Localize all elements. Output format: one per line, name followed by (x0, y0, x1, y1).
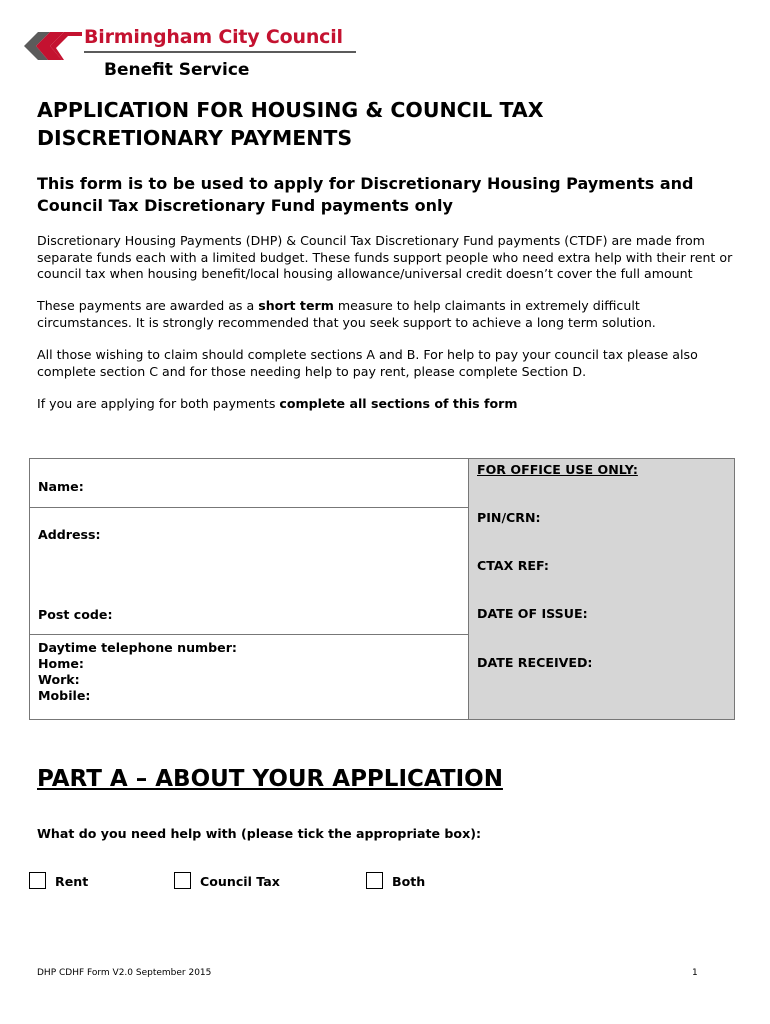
ctax-ref-label: CTAX REF: (477, 558, 549, 573)
office-use-heading: FOR OFFICE USE ONLY: (477, 462, 638, 477)
help-question: What do you need help with (please tick the appropriate box): (37, 826, 481, 841)
service-name: Benefit Service (104, 60, 250, 80)
p2-text-end: measure to help claimants in extremely difficult circumstances. It is strongly recommended that you seek support to achieve a long term solution. (37, 298, 656, 330)
name-label: Name: (38, 479, 84, 494)
phone-label: Daytime telephone number: (38, 640, 237, 655)
postcode-label: Post code: (38, 607, 113, 622)
address-label: Address: (38, 527, 101, 542)
part-a-heading: PART A – ABOUT YOUR APPLICATION (37, 766, 503, 792)
date-of-issue-label: DATE OF ISSUE: (477, 606, 588, 621)
date-received-label: DATE RECEIVED: (477, 655, 593, 670)
both-label: Both (392, 874, 426, 889)
council-logo (24, 24, 354, 86)
intro-paragraph-1: Discretionary Housing Payments (DHP) & Council Tax Discretionary Fund payments (CTDF) are made from separate funds each with a limited budget. These funds support people who need extra help with their rent or council tax when housing benefit/local housing allowance/universal credit doesn’t cover the full amount (37, 233, 733, 281)
applicant-details-column (30, 459, 469, 719)
telephone-field[interactable] (30, 635, 468, 719)
address-field[interactable] (30, 508, 468, 635)
organisation-name: Birmingham City Council (84, 26, 343, 48)
office-use-panel (469, 459, 734, 719)
mobile-phone-label: Mobile: (38, 688, 91, 703)
intro-paragraph-4 (37, 396, 737, 413)
p4-emphasis: complete all sections of this form (279, 396, 518, 411)
council-emblem-icon (24, 24, 84, 74)
pin-crn-label: PIN/CRN: (477, 510, 541, 525)
form-subtitle: This form is to be used to apply for Discretionary Housing Payments and Council Tax Discretionary Fund payments only (37, 174, 694, 215)
p4-text-start: If you are applying for both payments (37, 396, 280, 411)
council-tax-checkbox[interactable] (174, 872, 191, 889)
council-tax-label: Council Tax (200, 874, 280, 889)
rent-checkbox[interactable] (29, 872, 46, 889)
applicant-details-table (29, 458, 735, 720)
brand-rule (84, 51, 356, 53)
work-phone-label: Work: (38, 672, 80, 687)
form-title: APPLICATION FOR HOUSING & COUNCIL TAX DISCRETIONARY PAYMENTS (37, 98, 544, 150)
p2-text-start: These payments are awarded as a (37, 298, 259, 313)
p2-emphasis: short term (258, 298, 334, 313)
rent-label: Rent (55, 874, 89, 889)
page-number: 1 (692, 968, 698, 978)
home-phone-label: Home: (38, 656, 84, 671)
name-field[interactable] (30, 459, 468, 508)
both-checkbox[interactable] (366, 872, 383, 889)
intro-paragraph-2 (37, 298, 737, 331)
intro-paragraph-3: All those wishing to claim should complete sections A and B. For help to pay your council tax please also complete section C and for those needing help to pay rent, please complete Section D. (37, 347, 698, 379)
form-reference: DHP CDHF Form V2.0 September 2015 (37, 968, 212, 978)
